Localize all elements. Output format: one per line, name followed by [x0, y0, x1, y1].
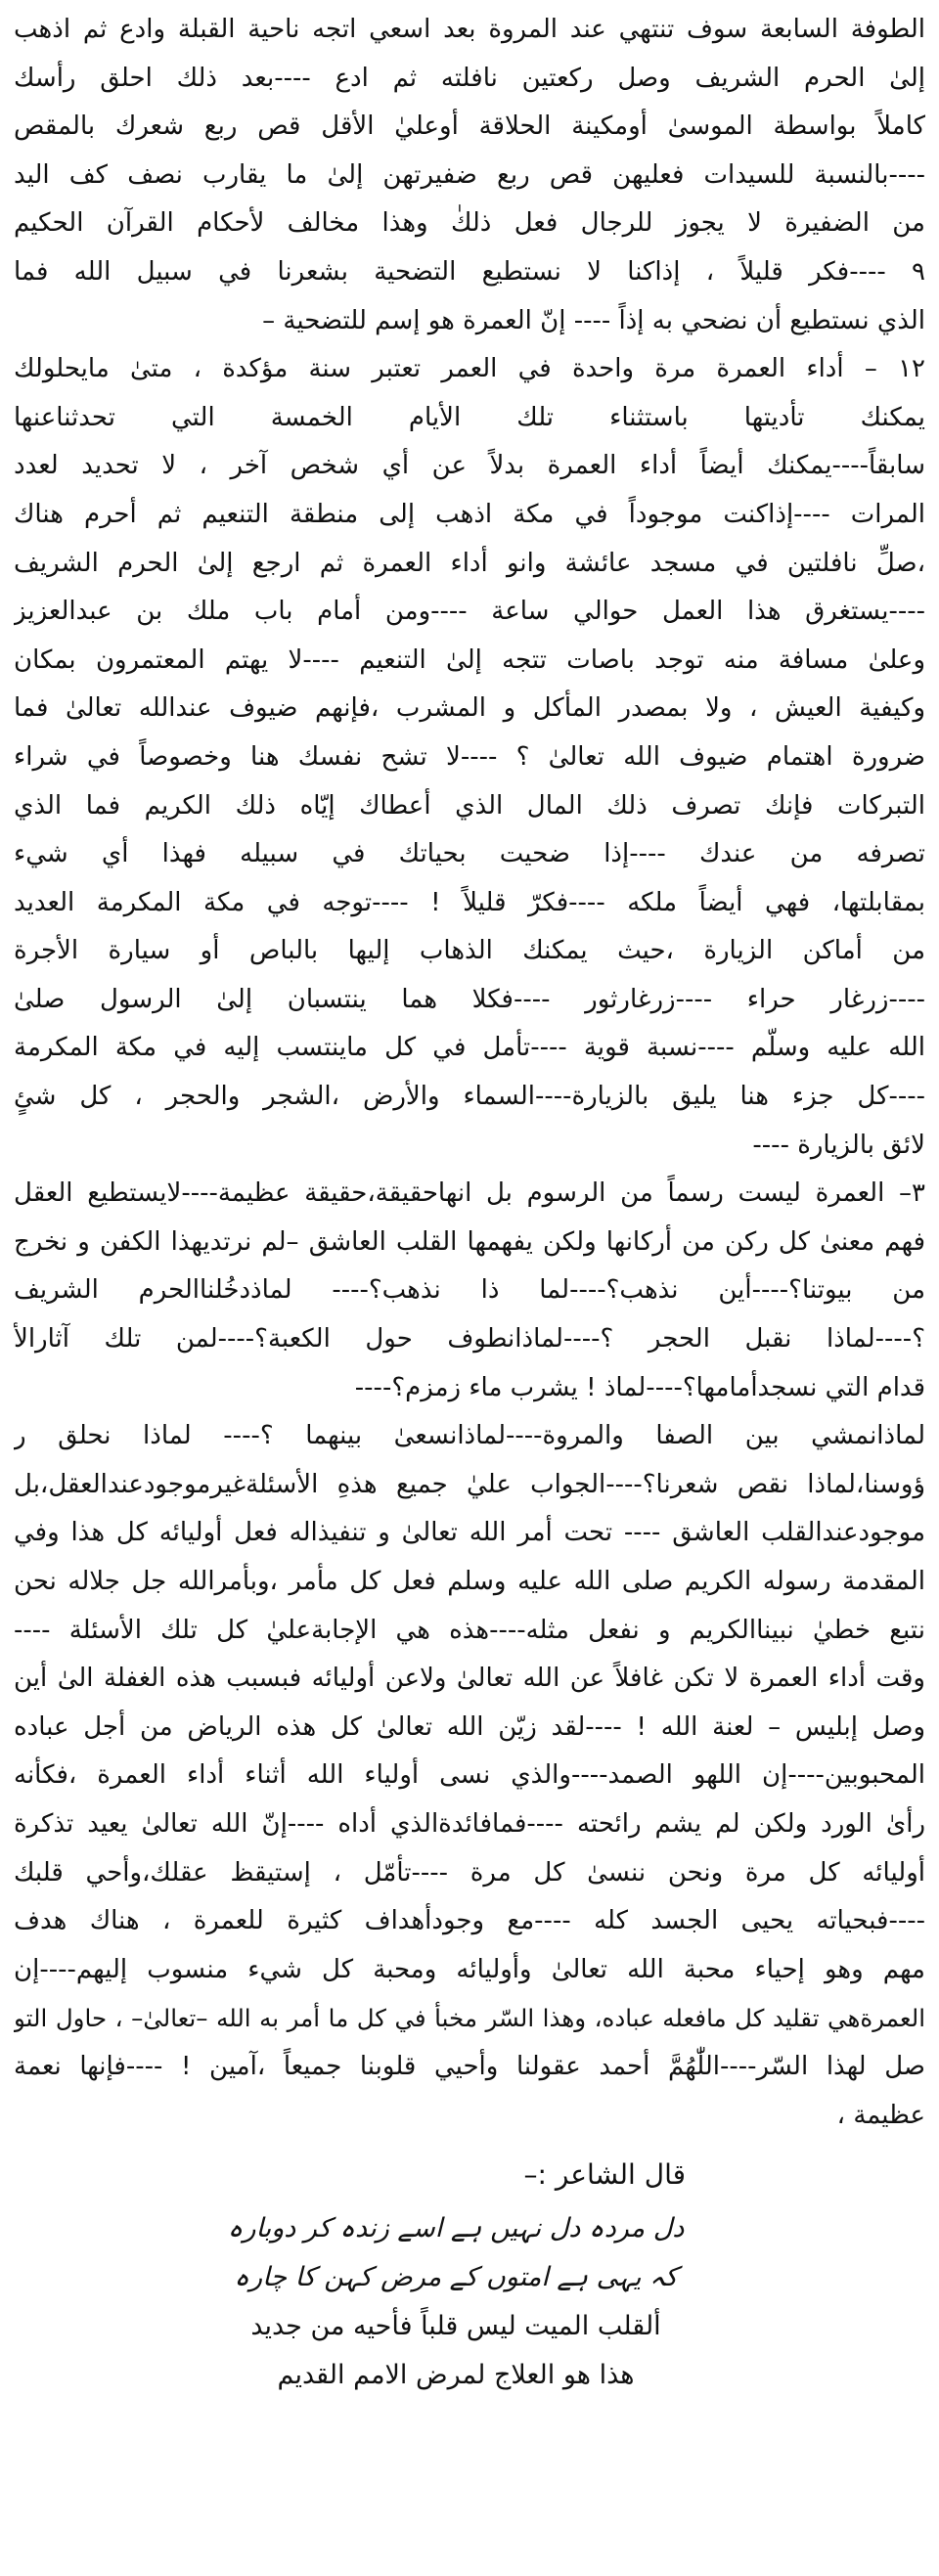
- text-line: بمقابلتها، فهي أيضاً ملكه ----فكرّ قليلاً ! ----توجه في مكة المكرمة العديد: [14, 887, 925, 917]
- text-line: مهم وهو إحياء محبة الله تعالىٰ وأوليائه ومحبة كل شيء منسوب إليهم----إن: [14, 1954, 925, 1984]
- text-line: الذي نستطيع أن نضحي به إذاً ---- إنّ العمرة هو إسم للتضحية –: [262, 305, 925, 335]
- text-line: وكيفية العيش ، ولا بمصدر المأكل و المشرب ،فإنهم ضيوف عندالله تعالىٰ فما: [14, 693, 925, 724]
- text-line: لماذانمشي بين الصفا والمروة----لماذانسعىٰ بينهما ؟---- لماذا نحلق ر: [14, 1421, 925, 1451]
- text-line: إلىٰ الحرم الشريف وصل ركعتين نافلته ثم ادع ----بعد ذلك احلق رأسك: [14, 63, 925, 93]
- text-line: ،صلِّ نافلتين في مسجد عائشة وانو أداء العمرة ثم ارجع إلىٰ الحرم الشريف: [14, 548, 925, 578]
- text-line: الله عليه وسلّم ----نسبة قوية ----تأمل في كل ماينتسب إليه في مكة المكرمة: [14, 1033, 925, 1063]
- poem-line: ألقلب الميت ليس قلباً فأحيه من جديد: [250, 2311, 661, 2342]
- text-line: أوليائه كل مرة ونحن ننسىٰ كل مرة ----تأمّل ، إستيقظ عقلك،وأحي قلبك: [14, 1857, 925, 1888]
- text-line: تصرفه من عندك ----إذا ضحيت بحياتك في سبيله فهذا أي شيء: [14, 839, 925, 869]
- text-line: التبركات فإنك تصرف ذلك المال الذي أعطاك إيّاه ذلك الكريم فما الذي: [14, 790, 925, 821]
- poem: [0, 2204, 925, 2400]
- text-line: نتبع خطيٰ نبيناالكريم و نفعل مثله----هذه هي الإجابةعليٰ كل تلك الأسئلة ----: [14, 1615, 925, 1645]
- text-line: عظيمة ،: [836, 2100, 925, 2130]
- text-line: كاملاً بواسطة الموسىٰ أومكينة الحلاقة أوعليٰ الأقل قص ربع شعرك بالمقص: [14, 111, 925, 142]
- text-line: وعلىٰ مسافة منه توجد باصات تتجه إلىٰ التنعيم ----لا يهتم المعتمرون بمكان: [14, 644, 925, 675]
- text-line: ؟----لماذا نقبل الحجر ؟----لماذانطوف حول الكعبة؟----لمن تلك آثارالأ: [14, 1324, 925, 1355]
- text-line: ٩ ----فكر قليلاً ، إذاكنا لا نستطيع التضحية بشعرنا في سبيل الله فما: [14, 256, 925, 287]
- text-line: موجودعندالقلب العاشق ---- تحت أمر الله تعالىٰ و تنفيذاله فعل أوليائه كل هذا وفي: [14, 1518, 925, 1548]
- body-text: [14, 6, 925, 2140]
- text-line: رأىٰ الورد ولكن لم يشم رائحته ----فمافائدةالذي أداه ----إنّ الله تعالىٰ يعيد تذكرة: [14, 1808, 925, 1839]
- text-line: ضرورة اهتمام ضيوف الله تعالىٰ ؟ ----لا تشح نفسك هنا وخصوصاً في شراء: [14, 741, 925, 772]
- text-line: سابقاً----يمكنك أيضاً أداء العمرة بدلاً عن أي شخص آخر ، لا تحديد لعدد: [14, 451, 925, 481]
- text-line: ----زرغار حراء ----زرغارثور ----فكلا هما ينتسبان إلىٰ الرسول صلىٰ: [14, 984, 925, 1014]
- text-line: لائق بالزيارة ----: [752, 1130, 925, 1160]
- text-line: ----كل جزء هنا يليق بالزيارة----السماء والأرض ،الشجر والحجر ، كل شئٍ: [14, 1082, 925, 1112]
- text-line: من أماكن الزيارة ،حيث يمكنك الذهاب إليها بالباص أو سيارة الأجرة: [14, 936, 925, 966]
- text-line: من بيوتنا؟----أين نذهب؟----لما ذا نذهب؟---- لماذدخُلناالحرم الشريف: [14, 1275, 925, 1306]
- text-line: ----فبحياته يحيى الجسد كله ----مع وجودأهداف كثيرة للعمرة ، هناك هدف: [14, 1906, 925, 1936]
- poem-line: دل مردہ دل نہیں ہے اسے زندہ کر دوبارہ: [227, 2213, 685, 2244]
- text-line: ----يستغرق هذا العمل حوالي ساعة ----ومن أمام باب ملك بن عبدالعزيز: [14, 597, 925, 627]
- poet-label: قال الشاعر :–: [523, 2158, 686, 2192]
- text-line: المرات ----إذاكنت موجوداً في مكة اذهب إلى منطقة التنعيم ثم أحرم هناك: [14, 499, 925, 529]
- text-line: ٣– العمرة ليست رسماً من الرسوم بل انهاحقيقة،حقيقة عظيمة----لايستطيع العقل: [14, 1178, 925, 1209]
- text-line: ----بالنسبة للسيدات فعليهن قص ربع ضفيرتهن إلىٰ ما يقارب نصف كف اليد: [14, 159, 925, 190]
- text-line: العمرةهي تقليد كل مافعله عباده، وهذا السّر مخبأ في كل ما أمر به الله –تعالىٰ– ، حاول التو: [14, 2004, 925, 2033]
- text-line: فهم معنىٰ كل ركن من أركانها ولكن يفهمها القلب العاشق –لم نرتديهذا الكفن و نخرج: [14, 1226, 925, 1257]
- text-line: ؤوسنا،لماذا نقص شعرنا؟----الجواب عليٰ جميع هذهِ الأسئلةغيرموجودعندالعقل،بل: [14, 1469, 925, 1499]
- text-line: وقت أداء العمرة لا تكن غافلاً عن الله تعالىٰ ولاعن أوليائه فبسبب هذه الغفلة الىٰ أين: [14, 1664, 925, 1694]
- text-line: من الضفيرة لا يجوز للرجال فعل ذلكٰ وهذا مخالف لأحكام القرآن الحكيم: [14, 208, 925, 239]
- text-line: المحبوبين----إن اللهو الصمد----والذي نسى أولياء الله أثناء أداء العمرة ،فكأنه: [14, 1760, 925, 1791]
- text-line: الطوفة السابعة سوف تنتهي عند المروة بعد اسعي اتجه ناحية القبلة وادع ثم اذهب: [14, 15, 925, 44]
- poem-line: هذا هو العلاج لمرض الامم القديم: [277, 2360, 635, 2391]
- text-line: المقدمة رسوله الكريم صلى الله عليه وسلم فعل كل مأمر ،وبأمرالله جل جلاله نحن: [14, 1567, 925, 1596]
- text-line: صل لهذا السّر----اللّٰهُمَّ أحمد عقولنا وأحيي قلوبنا جميعاً ،آمين ! ----فإنها نعمة: [14, 2051, 925, 2081]
- text-line: وصل إبليس – لعنة الله ! ----لقد زيّن الله تعالىٰ كل هذه الرياض من أجل عباده: [14, 1711, 925, 1742]
- text-line: ١٢ – أداء العمرة مرة واحدة في العمر تعتبر سنة مؤكدة ، متىٰ مايحلولك: [14, 354, 925, 384]
- text-line: قدام التي نسجدأمامها؟----لماذ ! يشرب ماء زمزم؟----: [354, 1372, 925, 1402]
- text-line: يمكنك تأديتها باستثناء تلك الأيام الخمسة التي تحدثناعنها: [14, 402, 925, 432]
- poem-line: کہ یہی ہے امتوں کے مرض کہن کا چارہ: [234, 2262, 678, 2293]
